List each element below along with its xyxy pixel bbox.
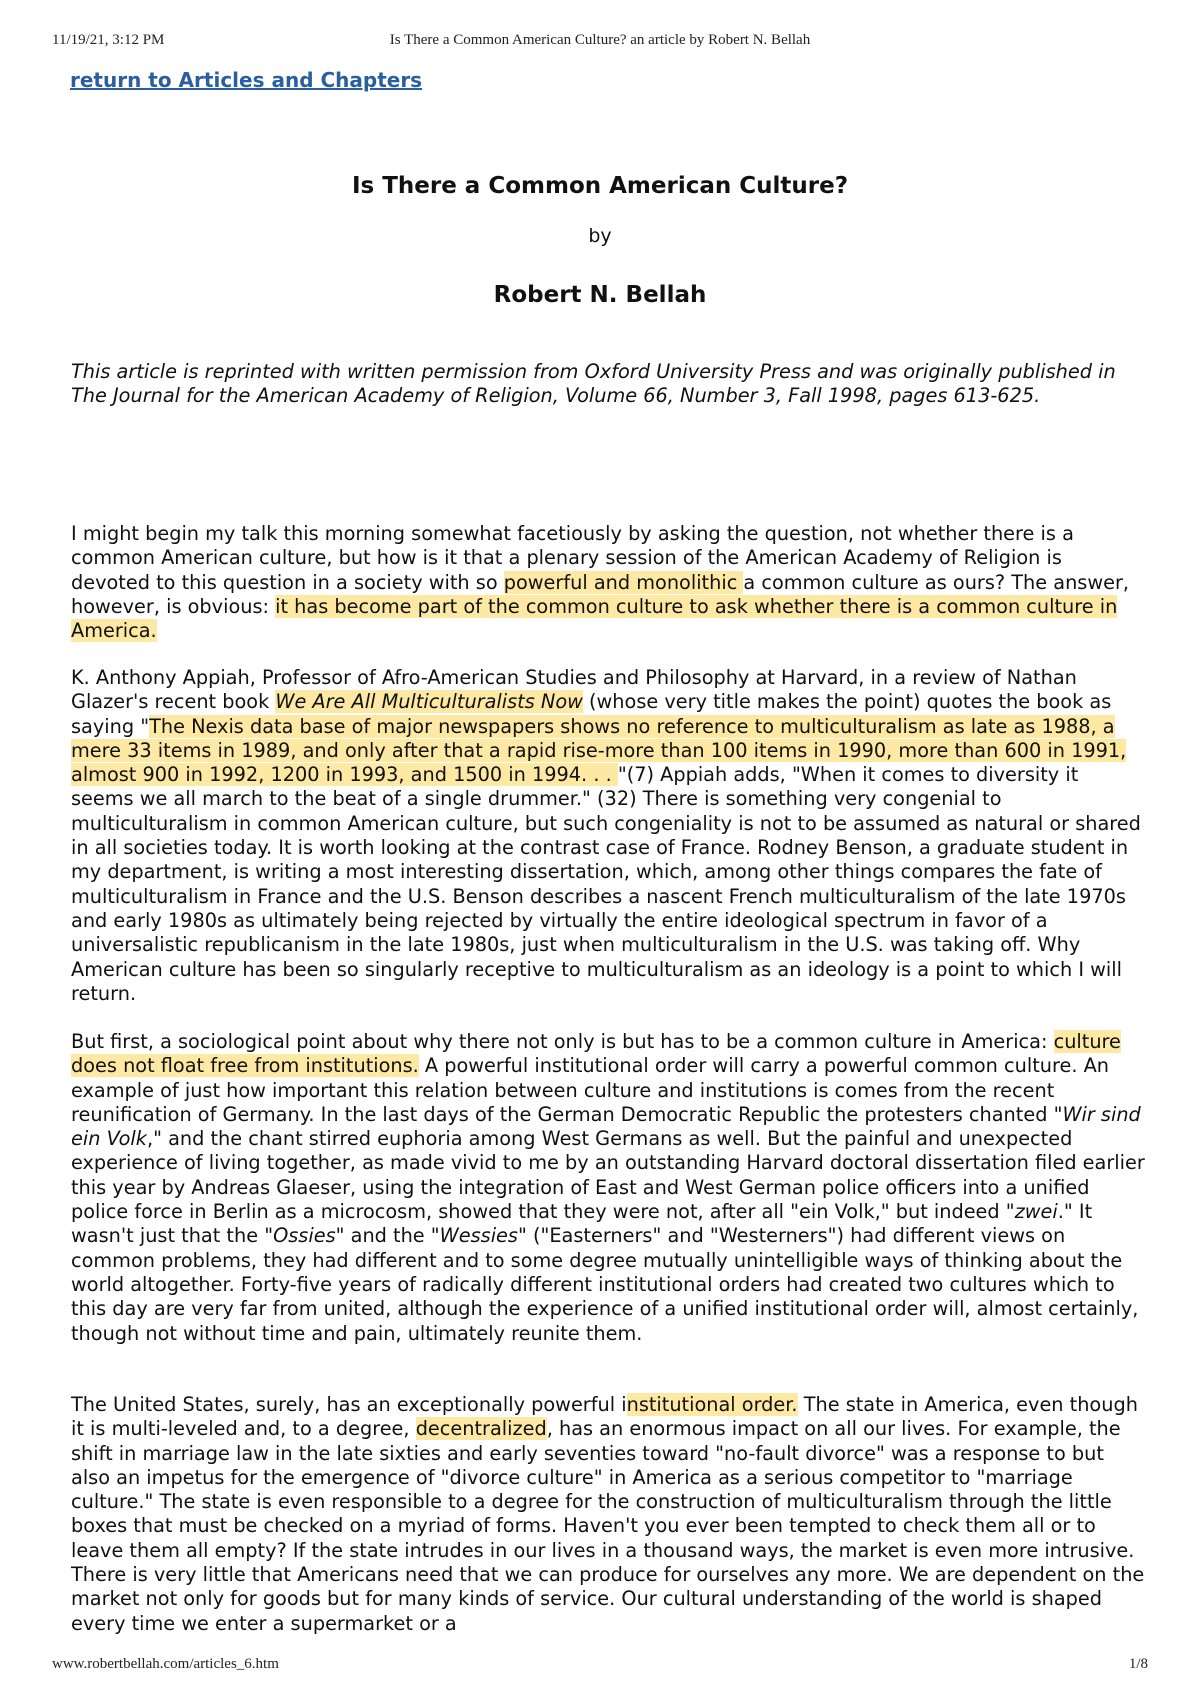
print-page-title: Is There a Common American Culture? an article by Robert N. Bellah [389, 32, 811, 48]
text-run: The United States, surely, has an exceptionally powerful i [71, 1393, 627, 1416]
text-run: But first, a sociological point about why there not only is but has to be a common culture in America: [71, 1030, 1054, 1053]
italic-phrase: Ossies [273, 1224, 336, 1248]
text-run: a common culture as ours? The answer, however, is obvious: [71, 570, 1130, 618]
body-paragraph-4 [71, 1393, 1146, 1636]
text-run: , has an enormous impact on all our lives. For example, the shift in marriage law in the late sixties and early seventies toward "no-fault divorce" was a response to but also an impetus for the emergence of "divorce culture" in America as a serious competitor to "marriage culture." The state is even responsible to a degree for the construction of multiculturalism through the little boxes that must be checked on a myriad of forms. Haven't you ever been tempted to check them all or to leave them all empty? If the state intrudes in our lives in a thousand ways, the market is even more intrusive. There is very little that Americans need that we can produce for ourselves any more. We are dependent on the market not only for goods but for many kinds of service. Our cultural understanding of the world is shaped every time we enter a supermarket or a [71, 1417, 1145, 1635]
italic-phrase: Wir sind ein Volk [71, 1102, 1141, 1151]
italic-phrase: zwei [1014, 1200, 1058, 1224]
print-footer [52, 1656, 1148, 1678]
article-author: Robert N. Bellah [493, 282, 707, 308]
text-run: ," and the chant stirred euphoria among West Germans as well. But the painful and unexpected experience of living together, as made vivid to me by an outstanding Harvard doctoral dissertation filed earlier this year by Andreas Glaeser, using the integration of East and West German police officers into a unified police force in Berlin as a microcosm, showed that they were not, after all "ein Volk," but indeed " [71, 1127, 1145, 1224]
print-header [52, 32, 1148, 54]
body-paragraph-1 [71, 522, 1146, 643]
print-url: www.robertbellah.com/articles_6.htm [52, 1656, 279, 1672]
highlight: culture does not float free from institutions. [71, 1030, 1121, 1078]
text-run: K. Anthony Appiah, Professor of Afro-American Studies and Philosophy at Harvard, in a review of Nathan Glazer's recent book [71, 666, 1077, 714]
text-run: (whose very title makes the point) quotes the book as saying " [71, 690, 1112, 738]
back-to-articles-link[interactable]: return to Articles and Chapters [70, 68, 423, 92]
highlight: nstitutional order. [626, 1393, 798, 1416]
text-run: "(7) Appiah adds, "When it comes to diversity it seems we all march to the beat of a single drummer." (32) There is something very congenial to multiculturalism in common American culture, but such congeniality is not to be assumed as natural or shared in all societies today. It is worth looking at the contrast case of France. Rodney Benson, a graduate student in my department, is writing a most interesting dissertation, which, among other things compares the fate of multiculturalism in France and the U.S. Benson describes a nascent French multiculturalism of the late 1970s and early 1980s as ultimately being rejected by virtually the entire ideological spectrum in favor of a universalistic republicanism in the late 1980s, just when multiculturalism in the U.S. was taking off. Why American culture has been so singularly receptive to multiculturalism as an ideology is a point to which I will return. [71, 763, 1141, 1005]
text-run: I might begin my talk this morning somewhat facetiously by asking the question, not whether there is a common American culture, but how is it that a plenary session of the American Academy of Religion is devoted to this question in a society with so [71, 522, 1074, 594]
text-run: A powerful institutional order will carry a powerful common culture. An example of just how important this relation between culture and institutions is comes from the recent reunification of Germany. In the last days of the German Democratic Republic the protesters chanted " [71, 1054, 1110, 1126]
highlight: it has become part of the common culture to ask whether there is a common culture in America. [71, 594, 1118, 643]
book-title-highlight: We Are All Multiculturalists Now [275, 690, 583, 714]
body-paragraph-3 [71, 1030, 1146, 1346]
byline-by: by [588, 225, 612, 247]
highlight: decentralized [415, 1417, 547, 1441]
article-title: Is There a Common American Culture? [351, 173, 849, 199]
text-run: The state in America, even though it is multi-leveled and, to a degree, [71, 1393, 1138, 1441]
print-datetime: 11/19/21, 3:12 PM [52, 32, 165, 48]
text-run: " and the " [335, 1224, 440, 1248]
body-paragraph-2 [71, 666, 1146, 1006]
highlight: powerful and monolithic [503, 570, 744, 594]
highlight: The Nexis data base of major newspapers shows no reference to multiculturalism as late as 1988, a mere 33 items in 1989, and only after that a rapid rise-more than 100 items in 1990, more than 600 in 1991, almost 900 in 1992, 1200 in 1993, and 1500 in 1994. . . [71, 714, 1127, 787]
italic-phrase: Wessies [439, 1224, 518, 1248]
text-run: " ("Easterners" and "Westerners") had different views on common problems, they had different and to some degree mutually unintelligible ways of thinking about the world altogether. Forty-five years of radically different institutional orders had created two cultures which to this day are very far from united, although the experience of a unified institutional order will, almost certainly, though not without time and pain, ultimately reunite them. [71, 1224, 1139, 1345]
reprint-note: This article is reprinted with written permission from Oxford University Press and was originally published in The Journal for the American Academy of Religion, Volume 66, Number 3, Fall 1998, pages 613-625. [71, 360, 1116, 407]
page-number: 1/8 [1128, 1656, 1148, 1672]
text-run: ." It wasn't just that the " [71, 1200, 1093, 1248]
